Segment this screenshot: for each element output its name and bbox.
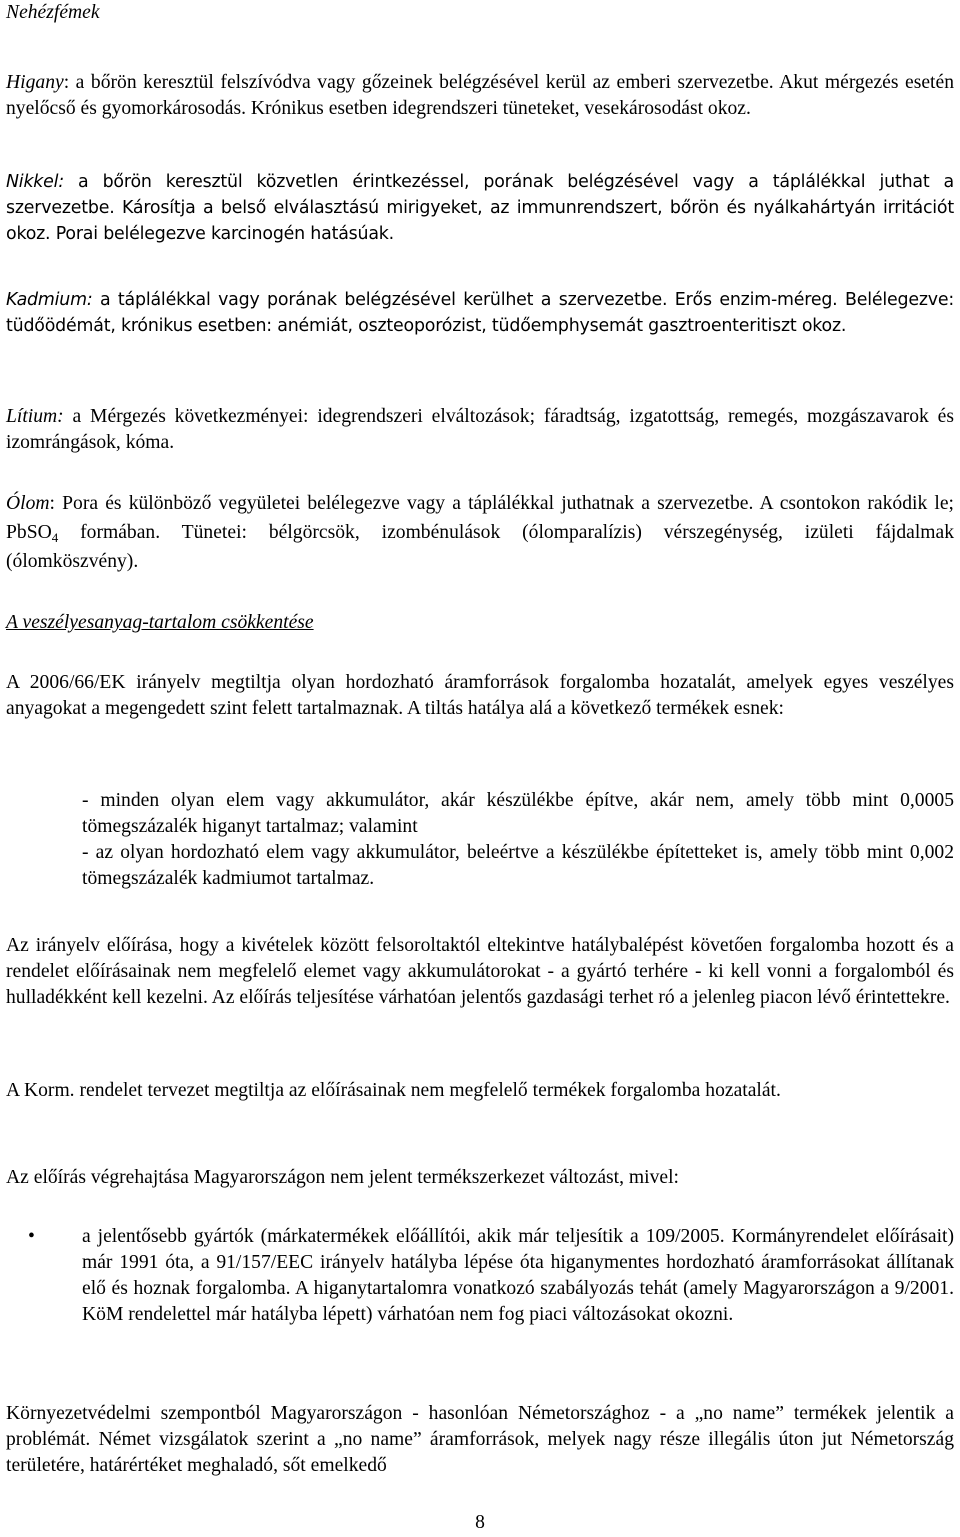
term-kadmium: Kadmium: (6, 290, 93, 310)
list-item-text: - az olyan hordozható elem vagy akkumulátor, beleértve a készülékbe építetteket is, amely több mint 0,002 tömegszázalék kadmiumot tartalmaz. (82, 842, 954, 889)
text-nikkel: a bőrön keresztül közvetlen érintkezéssel, porának belégzésével vagy a táplálékkal juthat a szervezetbe. Károsítja a belső elválasztású mirigyeket, az immunrendszert, bőrön és nyálkahártyán irritációt okoz. Porai belélegezve karcinogén hatásúak. (6, 172, 954, 244)
text-requirement: Az irányelv előírása, hogy a kivételek között felsoroltaktól eltekintve hatálybalépést követően forgalomba hozott és a rendelet előírásainak nem megfelelő elemet vagy akkumulátorokat - a gyártó terhére - ki kell vonni a forgalomból és hulladékként kell kezelni. Az előírás teljesítése várhatóan jelentős gazdasági terhet ró a jelenleg piacon lévő érintettekre. (6, 935, 954, 1008)
page-number: 8 (475, 1512, 485, 1533)
text-olom-before: : Pora és különböző vegyületei belélegezve vagy a táplálékkal juthatnak a szervezetbe. A csontokon rakódik le; PbSO (6, 493, 954, 543)
term-olom: Ólom (6, 493, 50, 514)
term-higany: Higany (6, 72, 64, 93)
paragraph-olom (6, 489, 954, 576)
list-item (6, 788, 954, 840)
text-directive: A 2006/66/EK irányelv megtiltja olyan hordozható áramforrások forgalomba hozatalát, amelyek egyes veszélyes anyagokat a megengedett szint felett tartalmaznak. A tiltás hatálya alá a következő termékek esnek: (6, 672, 954, 719)
paragraph-implementation (6, 1165, 954, 1191)
list-item (6, 1224, 954, 1328)
bullet-icon: • (28, 1226, 35, 1247)
paragraph-environment (6, 1401, 954, 1479)
text-kadmium: a táplálékkal vagy porának belégzésével kerülhet a szervezetbe. Erős enzim-méreg. Belélegezve: tüdőödémát, krónikus esetben: anémiát, oszteoporózist, tüdőemphysemát gasztroenteritiszt okoz. (6, 290, 954, 336)
list-item-text: a jelentősebb gyártók (márkatermékek előállítói, akik már teljesítik a 109/2005. Kormányrendelet előírásait) már 1991 óta, a 91/157/EEC irányelv hatályba lépése óta higanymentes hordozható áramforrásokat állítanak elő és hoznak forgalomba. A higanytartalomra vonatkozó szabályozás tehát (amely Magyarországon a 9/2001. KöM rendelettel már hatályba lépett) várhatóan nem fog piaci változásokat okozni. (82, 1226, 954, 1325)
section-title (6, 610, 954, 636)
paragraph-higany (6, 70, 954, 122)
bullet-list (6, 1224, 954, 1328)
term-litium: Lítium: (6, 406, 64, 427)
paragraph-requirement (6, 933, 954, 1011)
text-implementation: Az előírás végrehajtása Magyarországon nem jelent termékszerkezet változást, mivel: (6, 1167, 679, 1188)
text-environment: Környezetvédelmi szempontból Magyarországon - hasonlóan Németországhoz - a „no name” termékek jelentik a problémát. Német vizsgálatok szerint a „no name” áramforrások, melyek nagy része illegális úton jut Németország területére, határértéket meghaladó, sőt emelkedő (6, 1403, 954, 1476)
text-higany: : a bőrön keresztül felszívódva vagy gőzeinek belégzésével kerül az emberi szervezetbe. Akut mérgezés esetén nyelőcső és gyomorkárosodás. Krónikus esetben idegrendszeri tüneteket, vesekárosodást okoz. (6, 72, 954, 119)
list-item (6, 840, 954, 892)
dash-list (6, 788, 954, 892)
list-item-text: - minden olyan elem vagy akkumulátor, akár készülékbe építve, akár nem, amely több mint 0,0005 tömegszázalék higanyt tartalmaz; valamint (82, 790, 954, 837)
paragraph-litium (6, 404, 954, 456)
paragraph-nikkel (6, 169, 954, 247)
paragraph-directive (6, 670, 954, 722)
text-olom-after: formában. Tünetei: bélgörcsök, izombénulások (ólomparalízis) vérszegénység, izületi fájdalmak (ólomköszvény). (6, 522, 954, 572)
section-heading (6, 0, 954, 26)
section-title-text: A veszélyesanyag-tartalom csökkentése (6, 612, 314, 633)
heading-text: Nehézfémek (6, 2, 100, 23)
text-decree: A Korm. rendelet tervezet megtiltja az előírásainak nem megfelelő termékek forgalomba hozatalát. (6, 1080, 781, 1101)
paragraph-decree (6, 1078, 954, 1104)
paragraph-kadmium (6, 287, 954, 339)
term-nikkel: Nikkel: (6, 172, 64, 192)
subscript-4: 4 (51, 530, 59, 545)
text-litium: a Mérgezés következményei: idegrendszeri elváltozások; fáradtság, izgatottság, remegés, mozgászavarok és izomrángások, kóma. (6, 406, 954, 453)
